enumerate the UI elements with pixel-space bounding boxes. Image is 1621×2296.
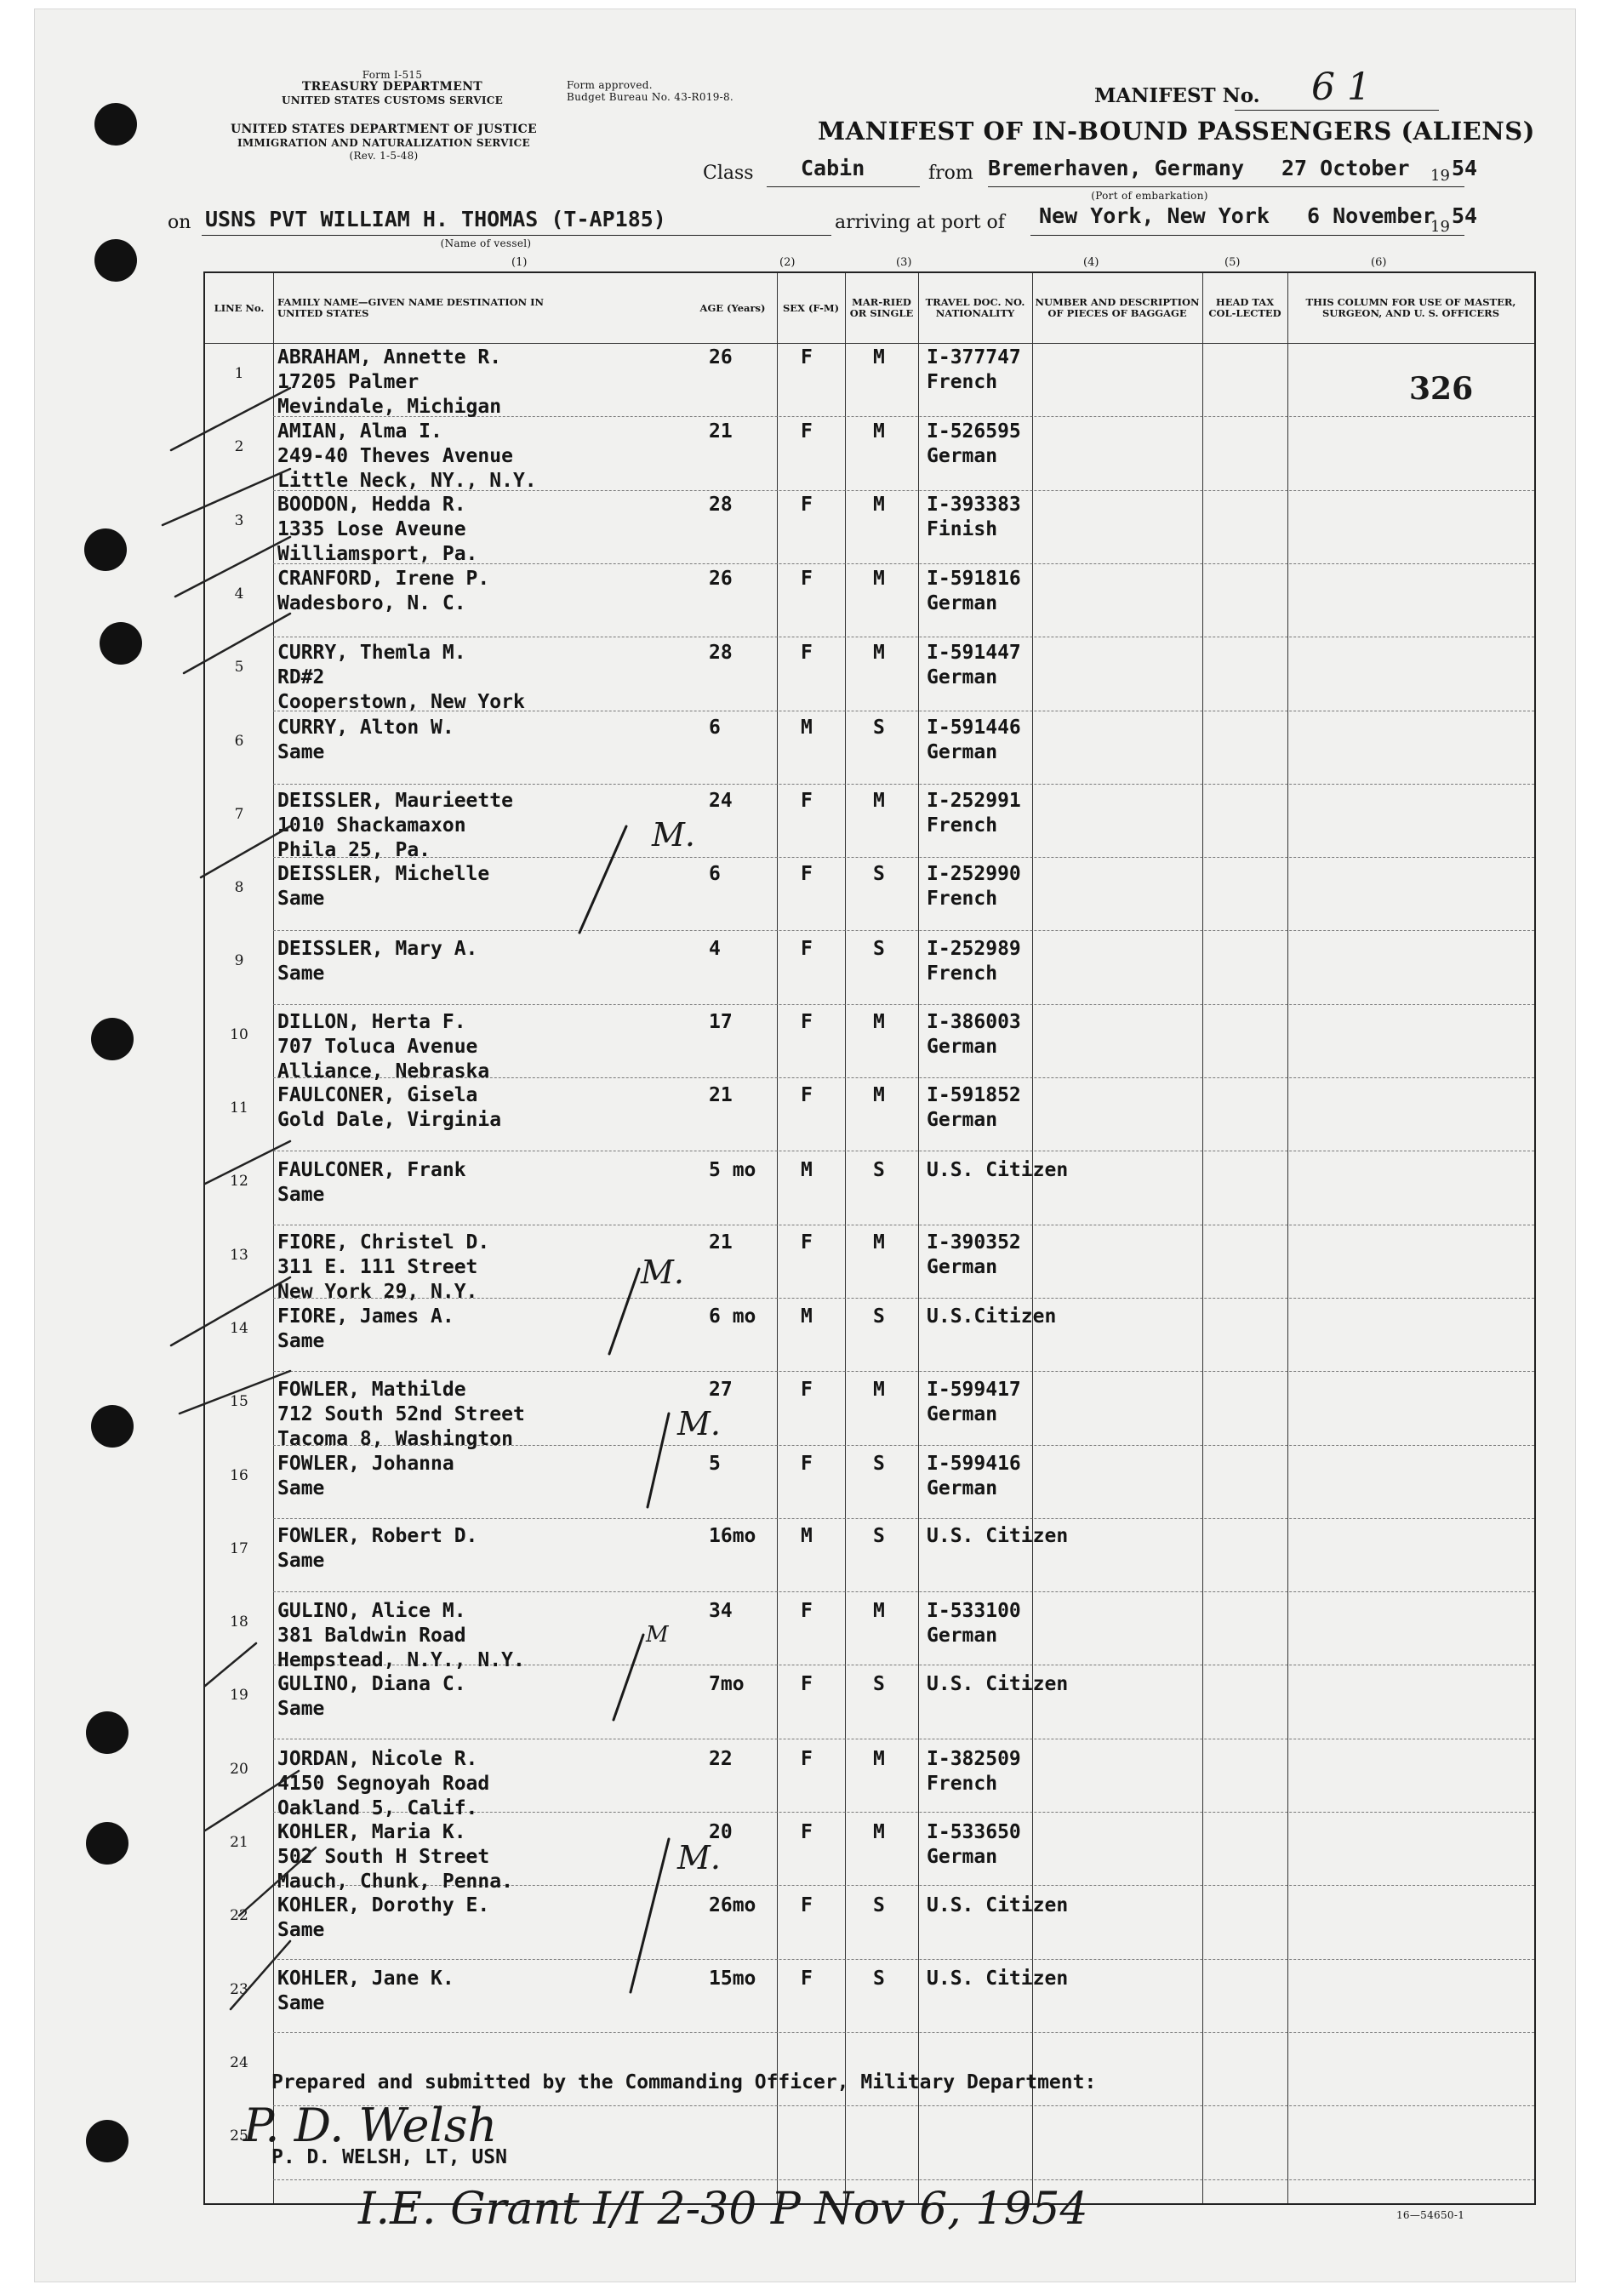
passenger-age: 15mo	[709, 1968, 756, 1990]
passenger-sex: F	[801, 938, 813, 960]
passenger-travel-doc: I-526595	[927, 420, 1021, 443]
arriving-label: arriving at port of	[835, 212, 1005, 233]
passenger-address-2: Cooperstown, New York	[277, 691, 525, 713]
passenger-address-1: 381 Baldwin Road	[277, 1625, 466, 1647]
passenger-marital-status: M	[873, 346, 885, 368]
line-number: 11	[230, 1099, 248, 1117]
passenger-address-1: 707 Toluca Avenue	[277, 1036, 478, 1058]
line-number: 23	[230, 1980, 248, 1998]
justice-dept: UNITED STATES DEPARTMENT OF JUSTICE	[230, 123, 538, 136]
passenger-address-1: Same	[277, 1919, 325, 1941]
year-prefix: 19	[1430, 167, 1450, 185]
passenger-travel-doc: U.S. Citizen	[927, 1159, 1069, 1181]
handwritten-strokes	[35, 9, 1575, 2282]
passenger-age: 6	[709, 717, 721, 739]
year-prefix: 19	[1430, 218, 1450, 236]
passenger-name: KOHLER, Dorothy E.	[277, 1894, 490, 1916]
page-title: MANIFEST OF IN-BOUND PASSENGERS (ALIENS)	[818, 117, 1535, 146]
passenger-nationality: German	[927, 741, 998, 763]
handwritten-mark: M.	[641, 1254, 684, 1291]
passenger-age: 26	[709, 346, 733, 368]
passenger-address-1: RD#2	[277, 666, 325, 688]
line-number: 10	[230, 1025, 248, 1043]
passenger-name: DEISSLER, Mary A.	[277, 938, 478, 960]
passenger-nationality: French	[927, 962, 998, 985]
col-sex: SEX (F-M)	[782, 301, 840, 314]
handwritten-mark: M.	[652, 816, 695, 854]
passenger-address-1: Same	[277, 1550, 325, 1572]
line-number: 6	[234, 732, 244, 750]
line-number: 1	[234, 365, 244, 382]
passenger-nationality: French	[927, 814, 998, 837]
column-number: (6)	[1371, 256, 1387, 269]
passenger-address-1: Same	[277, 1330, 325, 1352]
passenger-age: 21	[709, 420, 733, 443]
passenger-age: 5 mo	[709, 1159, 756, 1181]
passenger-nationality: Finish	[927, 518, 998, 540]
passenger-age: 20	[709, 1821, 733, 1843]
passenger-travel-doc: U.S. Citizen	[927, 1673, 1069, 1695]
col-married: MAR-RIED OR SINGLE	[849, 296, 914, 319]
passenger-age: 22	[709, 1748, 733, 1770]
passenger-name: FOWLER, Johanna	[277, 1453, 454, 1475]
passenger-marital-status: M	[873, 1821, 885, 1843]
passenger-nationality: German	[927, 1256, 998, 1278]
passenger-travel-doc: I-390352	[927, 1231, 1021, 1254]
passenger-age: 16mo	[709, 1525, 756, 1547]
col-travel-doc: TRAVEL DOC. NO. NATIONALITY	[925, 296, 1025, 319]
passenger-address-1: Same	[277, 888, 325, 910]
line-number: 2	[234, 438, 244, 456]
passenger-nationality: German	[927, 1477, 998, 1499]
passenger-sex: F	[801, 1673, 813, 1695]
passenger-sex: F	[801, 1748, 813, 1770]
passenger-address-1: 311 E. 111 Street	[277, 1256, 478, 1278]
passenger-marital-status: S	[873, 1305, 885, 1328]
passenger-sex: F	[801, 1084, 813, 1106]
passenger-age: 21	[709, 1084, 733, 1106]
passenger-age: 21	[709, 1231, 733, 1254]
passenger-name: FIORE, Christel D.	[277, 1231, 490, 1254]
arrival-port: New York, New York	[1039, 203, 1270, 228]
passenger-name: FOWLER, Robert D.	[277, 1525, 478, 1547]
from-date: 27 October	[1281, 156, 1410, 180]
passenger-marital-status: S	[873, 1159, 885, 1181]
passenger-address-1: Same	[277, 741, 325, 763]
passenger-name: DEISSLER, Maurieette	[277, 790, 513, 812]
passenger-address-2: Mevindale, Michigan	[277, 396, 502, 418]
passenger-travel-doc: I-386003	[927, 1011, 1021, 1033]
passenger-travel-doc: I-252991	[927, 790, 1021, 812]
column-number: (1)	[511, 256, 528, 269]
passenger-age: 17	[709, 1011, 733, 1033]
line-number: 21	[230, 1834, 248, 1851]
passenger-nationality: German	[927, 1846, 998, 1868]
passenger-address-2: Phila 25, Pa.	[277, 839, 431, 861]
passenger-sex: M	[801, 1525, 813, 1547]
passenger-marital-status: M	[873, 1011, 885, 1033]
handwritten-mark: M	[646, 1622, 669, 1648]
passenger-travel-doc: I-591446	[927, 717, 1021, 739]
passenger-travel-doc: I-252990	[927, 863, 1021, 885]
passenger-address-1: Wadesboro, N. C.	[277, 592, 466, 614]
passenger-name: KOHLER, Jane K.	[277, 1968, 454, 1990]
passenger-address-1: 1010 Shackamaxon	[277, 814, 466, 837]
passenger-marital-status: S	[873, 1525, 885, 1547]
passenger-sex: F	[801, 642, 813, 664]
passenger-name: FAULCONER, Frank	[277, 1159, 466, 1181]
passenger-address-2: Hempstead, N.Y., N.Y.	[277, 1649, 525, 1671]
passenger-marital-status: M	[873, 568, 885, 590]
passenger-nationality: French	[927, 371, 998, 393]
passenger-sex: F	[801, 1011, 813, 1033]
handwritten-annotation: I.E. Grant I/I 2-30 P Nov 6, 1954	[358, 2184, 1088, 2235]
passenger-address-1: Gold Dale, Virginia	[277, 1109, 502, 1131]
passenger-nationality: German	[927, 1625, 998, 1647]
passenger-travel-doc: I-591852	[927, 1084, 1021, 1106]
passenger-travel-doc: U.S. Citizen	[927, 1525, 1069, 1547]
passenger-address-1: 4150 Segnoyah Road	[277, 1773, 490, 1795]
line-number: 4	[234, 585, 244, 603]
passenger-marital-status: M	[873, 642, 885, 664]
passenger-name: JORDAN, Nicole R.	[277, 1748, 478, 1770]
passenger-sex: F	[801, 1231, 813, 1254]
passenger-nationality: French	[927, 1773, 998, 1795]
passenger-age: 5	[709, 1453, 721, 1475]
passenger-age: 7mo	[709, 1673, 745, 1695]
passenger-travel-doc: I-591447	[927, 642, 1021, 664]
handwritten-signature: P. D. Welsh	[243, 2099, 498, 2152]
passenger-address-1: 502 South H Street	[277, 1846, 490, 1868]
budget-bureau: Budget Bureau No. 43-R019-8.	[567, 91, 734, 103]
passenger-sex: M	[801, 1305, 813, 1328]
passenger-age: 34	[709, 1600, 733, 1622]
passenger-sex: F	[801, 420, 813, 443]
passenger-nationality: German	[927, 1109, 998, 1131]
signature-printed: P. D. WELSH, LT, USN	[271, 2146, 507, 2168]
passenger-marital-status: M	[873, 1231, 885, 1254]
passenger-sex: F	[801, 494, 813, 516]
on-label: on	[168, 212, 191, 233]
vessel-name: USNS PVT WILLIAM H. THOMAS (T-AP185)	[205, 207, 666, 231]
col-name: FAMILY NAME—GIVEN NAME DESTINATION IN UNITED STATES	[277, 296, 544, 319]
line-number: 22	[230, 1907, 248, 1925]
passenger-sex: M	[801, 717, 813, 739]
passenger-age: 24	[709, 790, 733, 812]
passenger-travel-doc: I-533650	[927, 1821, 1021, 1843]
passenger-age: 28	[709, 642, 733, 664]
passenger-name: CURRY, Themla M.	[277, 642, 466, 664]
arrival-date: 6 November	[1307, 203, 1435, 228]
manifest-page	[34, 9, 1576, 2282]
line-number: 24	[230, 2053, 248, 2071]
passenger-marital-status: M	[873, 494, 885, 516]
class-value: Cabin	[801, 156, 865, 180]
col-baggage: NUMBER AND DESCRIPTION OF PIECES OF BAGGAGE	[1035, 296, 1200, 319]
col-head-tax: HEAD TAX COL-LECTED	[1208, 296, 1281, 319]
passenger-sex: F	[801, 568, 813, 590]
manifest-no-value: 6 1	[1311, 66, 1371, 109]
passenger-address-2: Alliance, Nebraska	[277, 1060, 490, 1082]
passenger-age: 26	[709, 568, 733, 590]
line-number: 8	[234, 879, 244, 897]
passenger-travel-doc: U.S. Citizen	[927, 1968, 1069, 1990]
passenger-address-1: 17205 Palmer	[277, 371, 420, 393]
passenger-address-2: Little Neck, NY., N.Y.	[277, 470, 537, 492]
passenger-travel-doc: I-533100	[927, 1600, 1021, 1622]
passenger-marital-status: M	[873, 1084, 885, 1106]
passenger-address-2: Oakland 5, Calif.	[277, 1797, 478, 1819]
passenger-name: DILLON, Herta F.	[277, 1011, 466, 1033]
from-value: Bremerhaven, Germany	[988, 156, 1245, 180]
passenger-age: 27	[709, 1379, 733, 1401]
passenger-address-1: Same	[277, 1992, 325, 2014]
page-number: 326	[1409, 371, 1474, 407]
col-age: AGE (Years)	[699, 301, 766, 314]
form-number: Form I-515	[362, 69, 423, 81]
passenger-travel-doc: U.S. Citizen	[927, 1894, 1069, 1916]
passenger-sex: F	[801, 863, 813, 885]
line-number: 3	[234, 511, 244, 529]
form-code: 16—54650-1	[1396, 2209, 1465, 2221]
passenger-address-1: 712 South 52nd Street	[277, 1403, 525, 1425]
customs-service: UNITED STATES CUSTOMS SERVICE	[281, 94, 504, 106]
passenger-marital-status: M	[873, 790, 885, 812]
line-number: 12	[230, 1173, 248, 1191]
passenger-marital-status: S	[873, 1894, 885, 1916]
passenger-marital-status: S	[873, 1968, 885, 1990]
passenger-travel-doc: I-599417	[927, 1379, 1021, 1401]
line-number: 16	[230, 1466, 248, 1484]
form-approved: Form approved.	[567, 79, 653, 91]
passenger-age: 6 mo	[709, 1305, 756, 1328]
passenger-address-2: New York 29, N.Y.	[277, 1281, 478, 1303]
passenger-age: 6	[709, 863, 721, 885]
passenger-address-2: Williamsport, Pa.	[277, 543, 478, 565]
line-number: 5	[234, 659, 244, 677]
passenger-sex: F	[801, 346, 813, 368]
passenger-travel-doc: I-591816	[927, 568, 1021, 590]
line-number: 19	[230, 1687, 248, 1705]
passenger-address-1: Same	[277, 1477, 325, 1499]
passenger-name: KOHLER, Maria K.	[277, 1821, 466, 1843]
passenger-name: CRANFORD, Irene P.	[277, 568, 490, 590]
line-number: 20	[230, 1760, 248, 1778]
handwritten-mark: M.	[677, 1405, 721, 1442]
passenger-marital-status: S	[873, 717, 885, 739]
passenger-age: 4	[709, 938, 721, 960]
passenger-travel-doc: I-382509	[927, 1748, 1021, 1770]
passenger-sex: F	[801, 790, 813, 812]
passenger-sex: F	[801, 1821, 813, 1843]
passenger-marital-status: S	[873, 863, 885, 885]
from-year: 54	[1452, 156, 1478, 180]
passenger-name: FAULCONER, Gisela	[277, 1084, 478, 1106]
passenger-sex: F	[801, 1600, 813, 1622]
passenger-age: 26mo	[709, 1894, 756, 1916]
passenger-address-1: Same	[277, 962, 325, 985]
treasury-dept: TREASURY DEPARTMENT	[301, 80, 483, 94]
passenger-marital-status: S	[873, 1673, 885, 1695]
from-label: from	[928, 163, 973, 184]
passenger-travel-doc: I-393383	[927, 494, 1021, 516]
passenger-travel-doc: I-599416	[927, 1453, 1021, 1475]
passenger-name: DEISSLER, Michelle	[277, 863, 490, 885]
passenger-name: CURRY, Alton W.	[277, 717, 454, 739]
passenger-name: FIORE, James A.	[277, 1305, 454, 1328]
col-line-no: LINE No.	[214, 301, 265, 314]
embark-label: (Port of embarkation)	[1091, 190, 1208, 202]
passenger-address-1: 1335 Lose Aveune	[277, 518, 466, 540]
line-number: 17	[230, 1539, 248, 1557]
column-number: (4)	[1083, 256, 1099, 269]
passenger-marital-status: M	[873, 420, 885, 443]
arrival-year: 54	[1452, 203, 1478, 228]
passenger-nationality: German	[927, 445, 998, 467]
passenger-sex: F	[801, 1379, 813, 1401]
prepared-statement: Prepared and submitted by the Commanding Officer, Military Department:	[271, 2071, 1097, 2093]
passenger-sex: M	[801, 1159, 813, 1181]
passenger-marital-status: M	[873, 1600, 885, 1622]
passenger-marital-status: M	[873, 1379, 885, 1401]
revision: (Rev. 1-5-48)	[349, 150, 419, 162]
passenger-marital-status: S	[873, 938, 885, 960]
passenger-sex: F	[801, 1968, 813, 1990]
column-number: (5)	[1224, 256, 1241, 269]
passenger-sex: F	[801, 1453, 813, 1475]
line-number: 15	[230, 1393, 248, 1411]
passenger-name: ABRAHAM, Annette R.	[277, 346, 502, 368]
passenger-name: BOODON, Hedda R.	[277, 494, 466, 516]
passenger-age: 28	[709, 494, 733, 516]
handwritten-mark: M.	[677, 1839, 721, 1876]
passenger-travel-doc: I-252989	[927, 938, 1021, 960]
passenger-name: AMIAN, Alma I.	[277, 420, 442, 443]
line-number: 9	[234, 952, 244, 970]
passenger-nationality: German	[927, 1403, 998, 1425]
passenger-nationality: French	[927, 888, 998, 910]
passenger-address-2: Tacoma 8, Washington	[277, 1428, 513, 1450]
passenger-nationality: German	[927, 1036, 998, 1058]
passenger-address-1: Same	[277, 1698, 325, 1720]
ins-service: IMMIGRATION AND NATURALIZATION SERVICE	[237, 137, 530, 149]
column-number: (2)	[779, 256, 796, 269]
column-number: (3)	[896, 256, 912, 269]
col-officers: THIS COLUMN FOR USE OF MASTER, SURGEON, AND U. S. OFFICERS	[1305, 296, 1516, 319]
passenger-travel-doc: U.S.Citizen	[927, 1305, 1057, 1328]
passenger-name: FOWLER, Mathilde	[277, 1379, 466, 1401]
passenger-name: GULINO, Alice M.	[277, 1600, 466, 1622]
passenger-marital-status: S	[873, 1453, 885, 1475]
line-number: 14	[230, 1319, 248, 1337]
line-number: 18	[230, 1613, 248, 1631]
passenger-sex: F	[801, 1894, 813, 1916]
passenger-address-2: Mauch, Chunk, Penna.	[277, 1870, 513, 1893]
class-label: Class	[703, 163, 754, 184]
line-number: 13	[230, 1246, 248, 1264]
passenger-marital-status: M	[873, 1748, 885, 1770]
passenger-name: GULINO, Diana C.	[277, 1673, 466, 1695]
passenger-address-1: Same	[277, 1184, 325, 1206]
passenger-address-1: 249-40 Theves Avenue	[277, 445, 513, 467]
manifest-no-label: MANIFEST No.	[1094, 84, 1260, 107]
line-number: 7	[234, 805, 244, 823]
passenger-nationality: German	[927, 592, 998, 614]
line-number: 25	[230, 2128, 248, 2145]
vessel-label: (Name of vessel)	[440, 237, 532, 249]
passenger-nationality: German	[927, 666, 998, 688]
passenger-travel-doc: I-377747	[927, 346, 1021, 368]
